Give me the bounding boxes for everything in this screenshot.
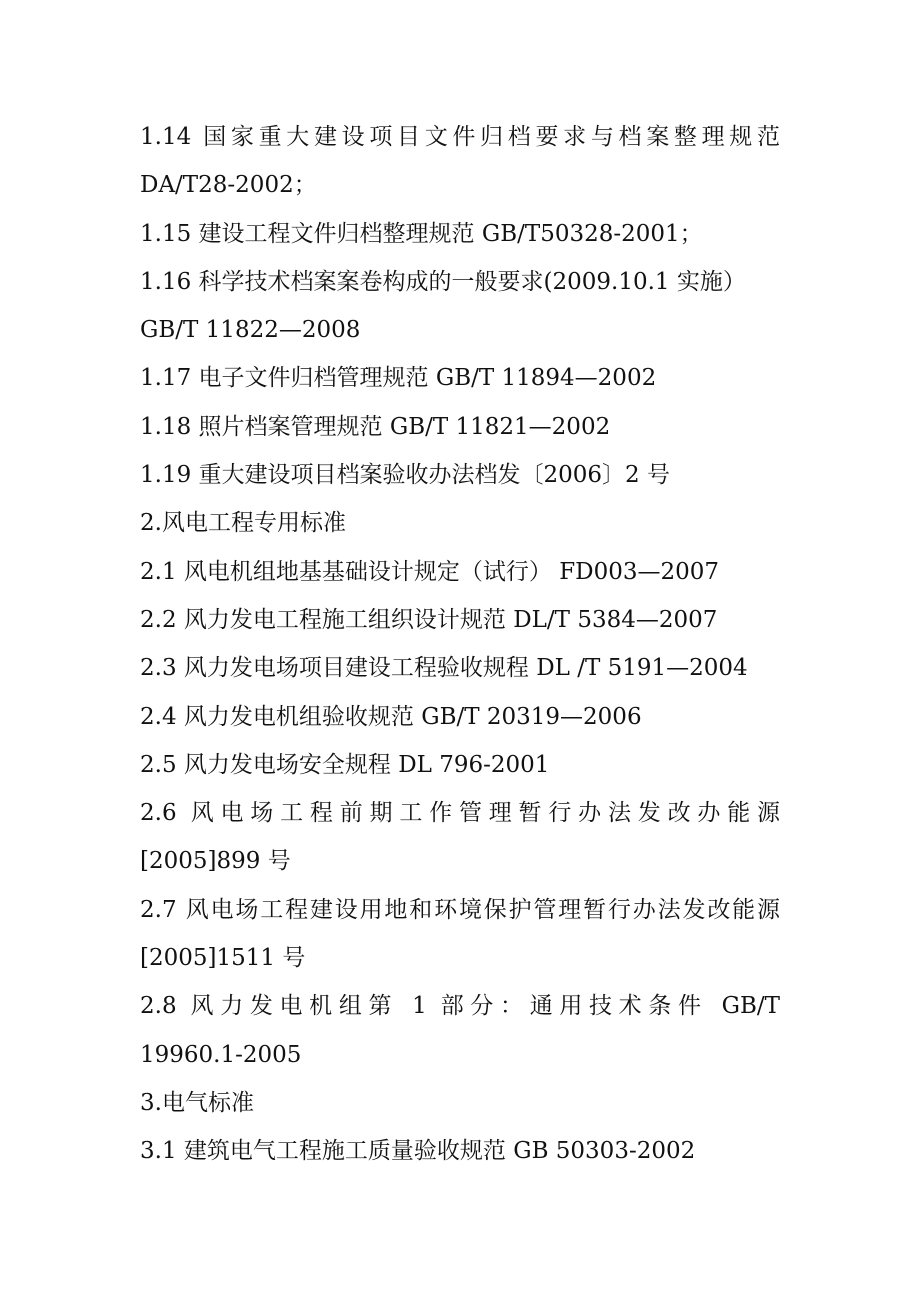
text-line-2-4: 2.4 风力发电机组验收规范 GB/T 20319—2006 — [140, 703, 642, 730]
text-line-2-7: 2.7 风电场工程建设用地和环境保护管理暂行办法发改能源 — [140, 896, 780, 923]
text-line-2-8: 2.8 风力发电机组第 1 部分：通用技术条件 GB/T — [140, 993, 780, 1020]
text-line-2-3: 2.3 风力发电场项目建设工程验收规程 DL /T 5191—2004 — [140, 655, 748, 682]
text-line-2-5: 2.5 风力发电场安全规程 DL 796-2001 — [140, 751, 550, 778]
section-heading-3: 3.电气标准 — [140, 1089, 254, 1116]
text-line-1-18: 1.18 照片档案管理规范 GB/T 11821—2002 — [140, 413, 611, 440]
text-line-1-16: 1.16 科学技术档案案卷构成的一般要求(2009.10.1 实施） — [140, 268, 746, 295]
text-line-2-1: 2.1 风电机组地基基础设计规定（试行） FD003—2007 — [140, 558, 720, 585]
text-line-1-14-cont: DA/T28-2002； — [140, 172, 317, 199]
text-line-1-15: 1.15 建设工程文件归档整理规范 GB/T50328-2001； — [140, 220, 703, 247]
text-line-2-6-cont: [2005]899 号 — [140, 848, 291, 875]
section-heading-2: 2.风电工程专用标准 — [140, 510, 346, 537]
text-line-1-17: 1.17 电子文件归档管理规范 GB/T 11894—2002 — [140, 365, 657, 392]
text-line-1-14: 1.14 国家重大建设项目文件归档要求与档案整理规范 — [140, 124, 780, 150]
text-line-3-1: 3.1 建筑电气工程施工质量验收规范 GB 50303-2002 — [140, 1138, 696, 1165]
text-line-2-8-cont: 19960.1-2005 — [140, 1041, 302, 1068]
text-line-1-19: 1.19 重大建设项目档案验收办法档发〔2006〕2 号 — [140, 462, 670, 489]
text-line-2-2: 2.2 风力发电工程施工组织设计规范 DL/T 5384—2007 — [140, 606, 718, 633]
text-line-2-7-cont: [2005]1511 号 — [140, 945, 306, 972]
text-line-2-6: 2.6 风电场工程前期工作管理暂行办法发改办能源 — [140, 800, 780, 827]
document-body — [140, 113, 780, 1176]
text-line-1-16-cont: GB/T 11822—2008 — [140, 317, 361, 344]
